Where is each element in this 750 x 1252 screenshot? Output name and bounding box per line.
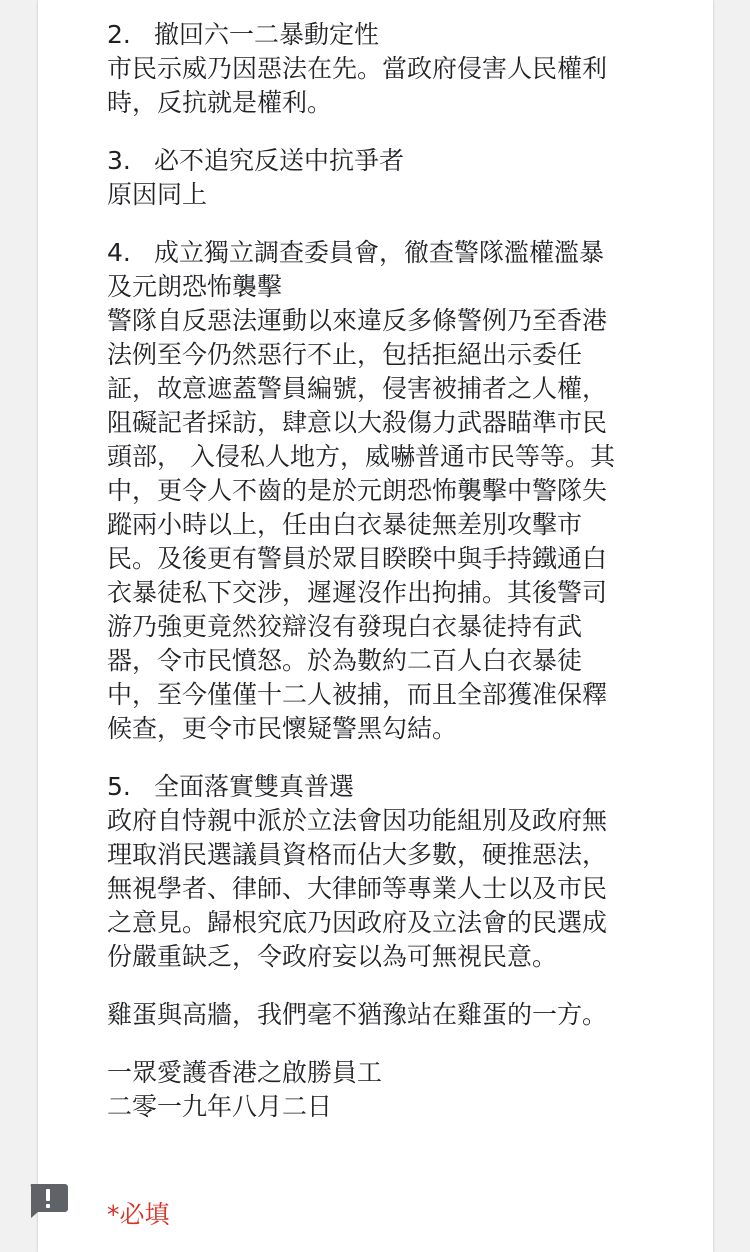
body-line: 之意見。歸根究底乃因政府及立法會的民選成	[107, 908, 608, 937]
demand-number: 5.	[107, 772, 131, 801]
body-line: 警隊自反惡法運動以來違反多條警例乃至香港	[107, 306, 608, 335]
demand-number: 2.	[107, 20, 131, 49]
body-line: 無視學者、律師、大律師等專業人士以及市民	[107, 874, 608, 903]
body-line: 游乃強更竟然狡辯沒有發現白衣暴徒持有武	[107, 612, 583, 641]
body-line: 頭部， 入侵私人地方，威嚇普通市民等等。其	[107, 442, 615, 471]
body-line: 民。及後更有警員於眾目睽睽中與手持鐵通白	[107, 544, 608, 573]
form-description	[107, 18, 647, 1124]
demand-heading	[107, 144, 647, 178]
body-line: 法例至今仍然惡行不止，包括拒絕出示委任	[107, 340, 583, 369]
body-line: 份嚴重缺乏，令政府妄以為可無視民意。	[107, 942, 558, 971]
demand-item-3	[107, 144, 647, 212]
body-line: 阻礙記者採訪，肆意以大殺傷力武器瞄準市民	[107, 408, 608, 437]
demand-title: 成立獨立調查委員會，徹查警隊濫權濫暴	[154, 238, 605, 267]
demand-heading	[107, 18, 647, 52]
demand-title: 全面落實雙真普選	[154, 772, 355, 801]
signature-block	[107, 1056, 647, 1124]
demand-item-4	[107, 236, 647, 746]
body-line: 候查，更令市民懷疑警黑勾結。	[107, 714, 458, 743]
demand-number: 4.	[107, 238, 131, 267]
body-line: 器，令市民憤怒。於為數約二百人白衣暴徒	[107, 646, 583, 675]
demand-title: 必不追究反送中抗爭者	[154, 146, 405, 175]
body-line: 証，故意遮蓋警員編號，侵害被捕者之人權，	[107, 374, 608, 403]
body-line: 時，反抗就是權利。	[107, 88, 333, 117]
demand-item-5	[107, 770, 647, 974]
signature-date: 二零一九年八月二日	[107, 1092, 333, 1121]
demand-item-2	[107, 18, 647, 120]
demand-number: 3.	[107, 146, 131, 175]
demand-title: 撤回六一二暴動定性	[154, 20, 380, 49]
body-line: 政府自恃親中派於立法會因功能組別及政府無	[107, 806, 608, 835]
body-line: 理取消民選議員資格而佔大多數，硬推惡法，	[107, 840, 608, 869]
report-problem-icon	[28, 1184, 68, 1218]
demand-heading	[107, 770, 647, 804]
closing-line: 雞蛋與高牆，我們毫不猶豫站在雞蛋的一方。	[107, 1000, 608, 1029]
report-problem-button[interactable]	[28, 1184, 68, 1218]
body-line: 原因同上	[107, 180, 208, 209]
body-line: 衣暴徒私下交涉，遲遲沒作出拘捕。其後警司	[107, 578, 608, 607]
body-line: 中，更令人不齒的是於元朗恐怖襲擊中警隊失	[107, 476, 608, 505]
body-line: 市民示威乃因惡法在先。當政府侵害人民權利	[107, 54, 608, 83]
required-indicator: *必填	[107, 1200, 170, 1229]
signature-line: 一眾愛護香港之啟勝員工	[107, 1058, 383, 1087]
demand-title-continued: 及元朗恐怖襲擊	[107, 272, 283, 301]
body-line: 蹤兩小時以上，任由白衣暴徒無差別攻擊市	[107, 510, 583, 539]
demand-heading	[107, 236, 647, 270]
body-line: 中，至今僅僅十二人被捕，而且全部獲准保釋	[107, 680, 608, 709]
closing-statement	[107, 998, 647, 1032]
